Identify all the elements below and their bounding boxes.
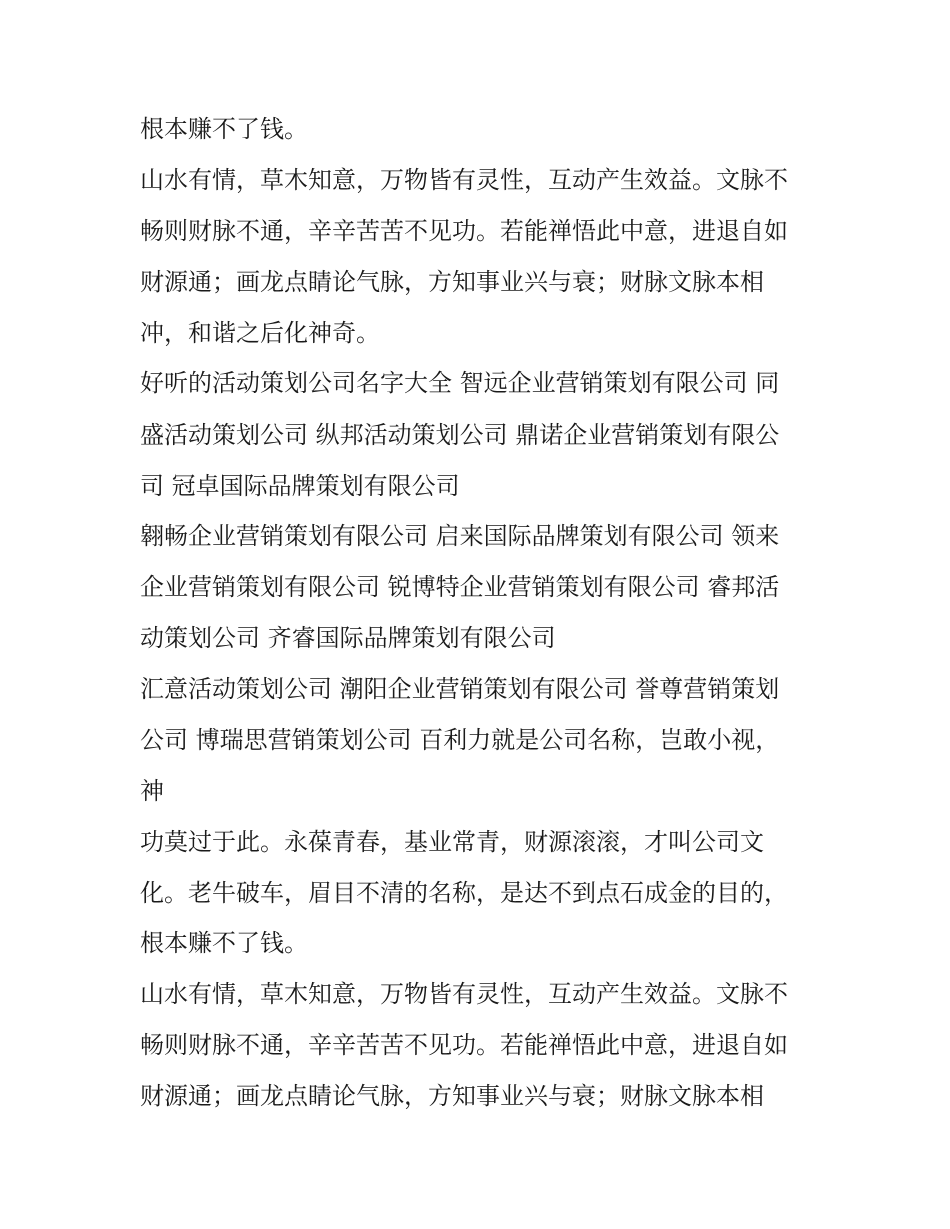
text-line: 神 <box>140 777 164 805</box>
text-line: 畅则财脉不通，辛辛苦苦不见功。若能禅悟此中意，进退自如 <box>140 1031 788 1059</box>
text-line: 冲，和谐之后化神奇。 <box>140 319 380 347</box>
text-line: 财源通；画龙点睛论气脉，方知事业兴与衰；财脉文脉本相 <box>140 1082 764 1110</box>
text-line: 司 冠卓国际品牌策划有限公司 <box>140 472 460 500</box>
text-line: 山水有情，草木知意，万物皆有灵性，互动产生效益。文脉不 <box>140 980 788 1008</box>
text-line: 翱畅企业营销策划有限公司 启来国际品牌策划有限公司 领来 <box>140 522 780 550</box>
text-line: 化。老牛破车，眉目不清的名称，是达不到点石成金的目的， <box>140 879 788 907</box>
text-line: 财源通；画龙点睛论气脉，方知事业兴与衰；财脉文脉本相 <box>140 268 764 296</box>
text-line: 根本赚不了钱。 <box>140 929 308 957</box>
text-line: 好听的活动策划公司名字大全 智远企业营销策划有限公司 同 <box>140 369 780 397</box>
text-line: 山水有情，草木知意，万物皆有灵性，互动产生效益。文脉不 <box>140 166 788 194</box>
text-line: 盛活动策划公司 纵邦活动策划公司 鼎诺企业营销策划有限公 <box>140 421 780 449</box>
text-line: 公司 博瑞思营销策划公司 百利力就是公司名称，岂敢小视， <box>140 726 780 754</box>
text-line: 企业营销策划有限公司 锐博特企业营销策划有限公司 睿邦活 <box>140 573 780 601</box>
text-line: 动策划公司 齐睿国际品牌策划有限公司 <box>140 624 556 652</box>
text-line: 功莫过于此。永葆青春，基业常青，财源滚滚，才叫公司文 <box>140 828 764 856</box>
text-line: 汇意活动策划公司 潮阳企业营销策划有限公司 誉尊营销策划 <box>140 675 780 703</box>
text-line: 根本赚不了钱。 <box>140 115 308 143</box>
text-line: 畅则财脉不通，辛辛苦苦不见功。若能禅悟此中意，进退自如 <box>140 217 788 245</box>
